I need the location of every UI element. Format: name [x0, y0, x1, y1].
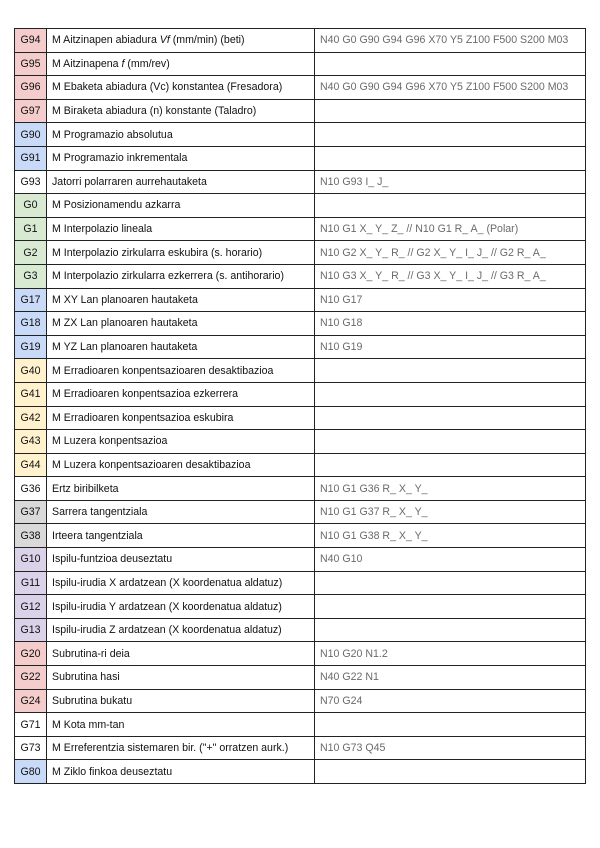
example-cell: N10 G1 G38 R_ X_ Y_ [315, 524, 586, 548]
table-row [15, 666, 586, 690]
gcode-cell: G95 [15, 52, 47, 76]
example-cell: N40 G22 N1 [315, 666, 586, 690]
gcode-cell: G71 [15, 713, 47, 737]
description-text: M Interpolazio zirkularra ezkerrera (s. antihorario) [52, 270, 284, 283]
table-row [15, 123, 586, 147]
table-row [15, 500, 586, 524]
example-cell: N10 G73 Q45 [315, 736, 586, 760]
example-cell [315, 406, 586, 430]
description-cell [47, 194, 315, 218]
gcode-cell: G42 [15, 406, 47, 430]
example-cell: N10 G18 [315, 312, 586, 336]
description-text: Irteera tangentziala [52, 529, 143, 542]
description-text: M Aitzinapen abiadura [52, 34, 160, 47]
table-row [15, 642, 586, 666]
table-row [15, 453, 586, 477]
description-text: M Aitzinapena [52, 57, 122, 70]
example-cell [315, 760, 586, 784]
gcode-cell: G12 [15, 595, 47, 619]
gcode-cell: G19 [15, 335, 47, 359]
example-cell: N10 G17 [315, 288, 586, 312]
table-row [15, 359, 586, 383]
example-cell [315, 382, 586, 406]
description-text: M Erreferentzia sistemaren bir. ("+" orratzen aurk.) [52, 742, 289, 755]
gcode-cell: G41 [15, 382, 47, 406]
description-cell [47, 500, 315, 524]
table-row [15, 52, 586, 76]
table-row [15, 618, 586, 642]
example-cell [315, 52, 586, 76]
example-cell [315, 595, 586, 619]
description-cell [47, 312, 315, 336]
description-cell [47, 170, 315, 194]
description-text: Ispilu-irudia Y ardatzean (X koordenatua aldatuz) [52, 600, 282, 613]
table-row [15, 170, 586, 194]
gcode-cell: G38 [15, 524, 47, 548]
description-cell [47, 524, 315, 548]
gcode-cell: G91 [15, 146, 47, 170]
gcode-cell: G18 [15, 312, 47, 336]
example-cell: N10 G20 N1.2 [315, 642, 586, 666]
description-text: M Programazio absolutua [52, 128, 173, 141]
table-row [15, 288, 586, 312]
description-cell [47, 99, 315, 123]
table-row [15, 689, 586, 713]
description-cell [47, 76, 315, 100]
example-cell [315, 618, 586, 642]
gcode-cell: G96 [15, 76, 47, 100]
table-row [15, 406, 586, 430]
gcode-table-body [15, 29, 586, 784]
example-cell [315, 194, 586, 218]
example-cell [315, 146, 586, 170]
description-cell [47, 736, 315, 760]
description-cell [47, 713, 315, 737]
description-text: M Ziklo finkoa deuseztatu [52, 765, 173, 778]
description-cell [47, 123, 315, 147]
gcode-cell: G43 [15, 430, 47, 454]
description-text: M XY Lan planoaren hautaketa [52, 293, 198, 306]
description-cell [47, 430, 315, 454]
table-row [15, 217, 586, 241]
gcode-cell: G17 [15, 288, 47, 312]
table-row [15, 312, 586, 336]
description-cell [47, 359, 315, 383]
example-cell: N40 G10 [315, 548, 586, 572]
gcode-cell: G44 [15, 453, 47, 477]
gcode-cell: G0 [15, 194, 47, 218]
gcode-cell: G24 [15, 689, 47, 713]
description-text: Sarrera tangentziala [52, 506, 148, 519]
description-text: M Programazio inkrementala [52, 152, 188, 165]
gcode-cell: G90 [15, 123, 47, 147]
gcode-cell: G10 [15, 548, 47, 572]
description-text: Subrutina bukatu [52, 694, 133, 707]
gcode-cell: G73 [15, 736, 47, 760]
example-cell: N40 G0 G90 G94 G96 X70 Y5 Z100 F500 S200 M03 [315, 29, 586, 53]
description-text: M Luzera konpentsazioa [52, 435, 168, 448]
description-cell [47, 146, 315, 170]
gcode-cell: G13 [15, 618, 47, 642]
example-cell: N10 G19 [315, 335, 586, 359]
gcode-cell: G97 [15, 99, 47, 123]
description-cell [47, 595, 315, 619]
table-row [15, 335, 586, 359]
table-row [15, 29, 586, 53]
description-text: M Kota mm-tan [52, 718, 125, 731]
table-row [15, 595, 586, 619]
example-cell [315, 359, 586, 383]
description-cell [47, 29, 315, 53]
table-row [15, 713, 586, 737]
table-row [15, 548, 586, 572]
example-cell: N10 G93 I_ J_ [315, 170, 586, 194]
description-text: M Erradioaren konpentsazioa ezkerrera [52, 388, 239, 401]
example-cell [315, 99, 586, 123]
description-cell [47, 382, 315, 406]
description-cell [47, 453, 315, 477]
description-cell [47, 618, 315, 642]
gcode-table [14, 28, 586, 784]
description-symbol: f [121, 57, 125, 70]
description-cell [47, 241, 315, 265]
description-text: M Erradioaren konpentsazioa eskubira [52, 411, 234, 424]
description-cell [47, 689, 315, 713]
gcode-cell: G22 [15, 666, 47, 690]
example-cell [315, 713, 586, 737]
description-text: M YZ Lan planoaren hautaketa [52, 341, 198, 354]
description-cell [47, 666, 315, 690]
description-symbol: Vf [159, 34, 170, 47]
example-cell [315, 571, 586, 595]
table-row [15, 146, 586, 170]
table-row [15, 382, 586, 406]
gcode-cell: G93 [15, 170, 47, 194]
description-cell [47, 288, 315, 312]
example-cell: N10 G1 G36 R_ X_ Y_ [315, 477, 586, 501]
table-row [15, 264, 586, 288]
description-cell [47, 264, 315, 288]
description-cell [47, 217, 315, 241]
description-cell [47, 406, 315, 430]
example-cell [315, 453, 586, 477]
description-text: Subrutina hasi [52, 671, 120, 684]
example-cell: N10 G3 X_ Y_ R_ // G3 X_ Y_ I_ J_ // G3 R_ A_ [315, 264, 586, 288]
gcode-cell: G40 [15, 359, 47, 383]
description-text: Subrutina-ri deia [52, 647, 130, 660]
table-row [15, 430, 586, 454]
gcode-cell: G1 [15, 217, 47, 241]
description-text: Ispilu-funtzioa deuseztatu [52, 553, 173, 566]
example-cell: N70 G24 [315, 689, 586, 713]
description-cell [47, 571, 315, 595]
description-text: Ertz biribilketa [52, 482, 119, 495]
description-text: M Interpolazio zirkularra eskubira (s. horario) [52, 246, 263, 259]
description-text: Ispilu-irudia Z ardatzean (X koordenatua aldatuz) [52, 624, 282, 637]
gcode-cell: G94 [15, 29, 47, 53]
description-text: M Interpolazio lineala [52, 223, 153, 236]
table-row [15, 99, 586, 123]
description-text: M ZX Lan planoaren hautaketa [52, 317, 198, 330]
table-row [15, 194, 586, 218]
example-cell [315, 123, 586, 147]
description-cell [47, 335, 315, 359]
description-text: M Luzera konpentsazioaren desaktibazioa [52, 458, 251, 471]
gcode-cell: G20 [15, 642, 47, 666]
description-cell [47, 52, 315, 76]
gcode-cell: G37 [15, 500, 47, 524]
table-row [15, 76, 586, 100]
description-text-tail: (mm/min) (beti) [169, 34, 245, 47]
table-row [15, 760, 586, 784]
description-cell [47, 477, 315, 501]
gcode-cell: G36 [15, 477, 47, 501]
example-cell: N10 G2 X_ Y_ R_ // G2 X_ Y_ I_ J_ // G2 R_ A_ [315, 241, 586, 265]
gcode-cell: G2 [15, 241, 47, 265]
table-row [15, 477, 586, 501]
description-text-tail: (mm/rev) [124, 57, 170, 70]
table-row [15, 241, 586, 265]
table-row [15, 524, 586, 548]
example-cell: N10 G1 X_ Y_ Z_ // N10 G1 R_ A_ (Polar) [315, 217, 586, 241]
description-cell [47, 642, 315, 666]
description-text: M Biraketa abiadura (n) konstante (Taladro) [52, 105, 257, 118]
example-cell: N10 G1 G37 R_ X_ Y_ [315, 500, 586, 524]
gcode-cell: G80 [15, 760, 47, 784]
gcode-cell: G3 [15, 264, 47, 288]
description-text: Jatorri polarraren aurrehautaketa [52, 175, 207, 188]
description-cell [47, 548, 315, 572]
table-row [15, 736, 586, 760]
description-text: M Posizionamendu azkarra [52, 199, 181, 212]
example-cell [315, 430, 586, 454]
description-text: Ispilu-irudia X ardatzean (X koordenatua aldatuz) [52, 576, 283, 589]
table-row [15, 571, 586, 595]
example-cell: N40 G0 G90 G94 G96 X70 Y5 Z100 F500 S200 M03 [315, 76, 586, 100]
description-text: M Ebaketa abiadura (Vc) konstantea (Fresadora) [52, 81, 283, 94]
gcode-cell: G11 [15, 571, 47, 595]
description-text: M Erradioaren konpentsazioaren desaktibazioa [52, 364, 274, 377]
description-cell [47, 760, 315, 784]
